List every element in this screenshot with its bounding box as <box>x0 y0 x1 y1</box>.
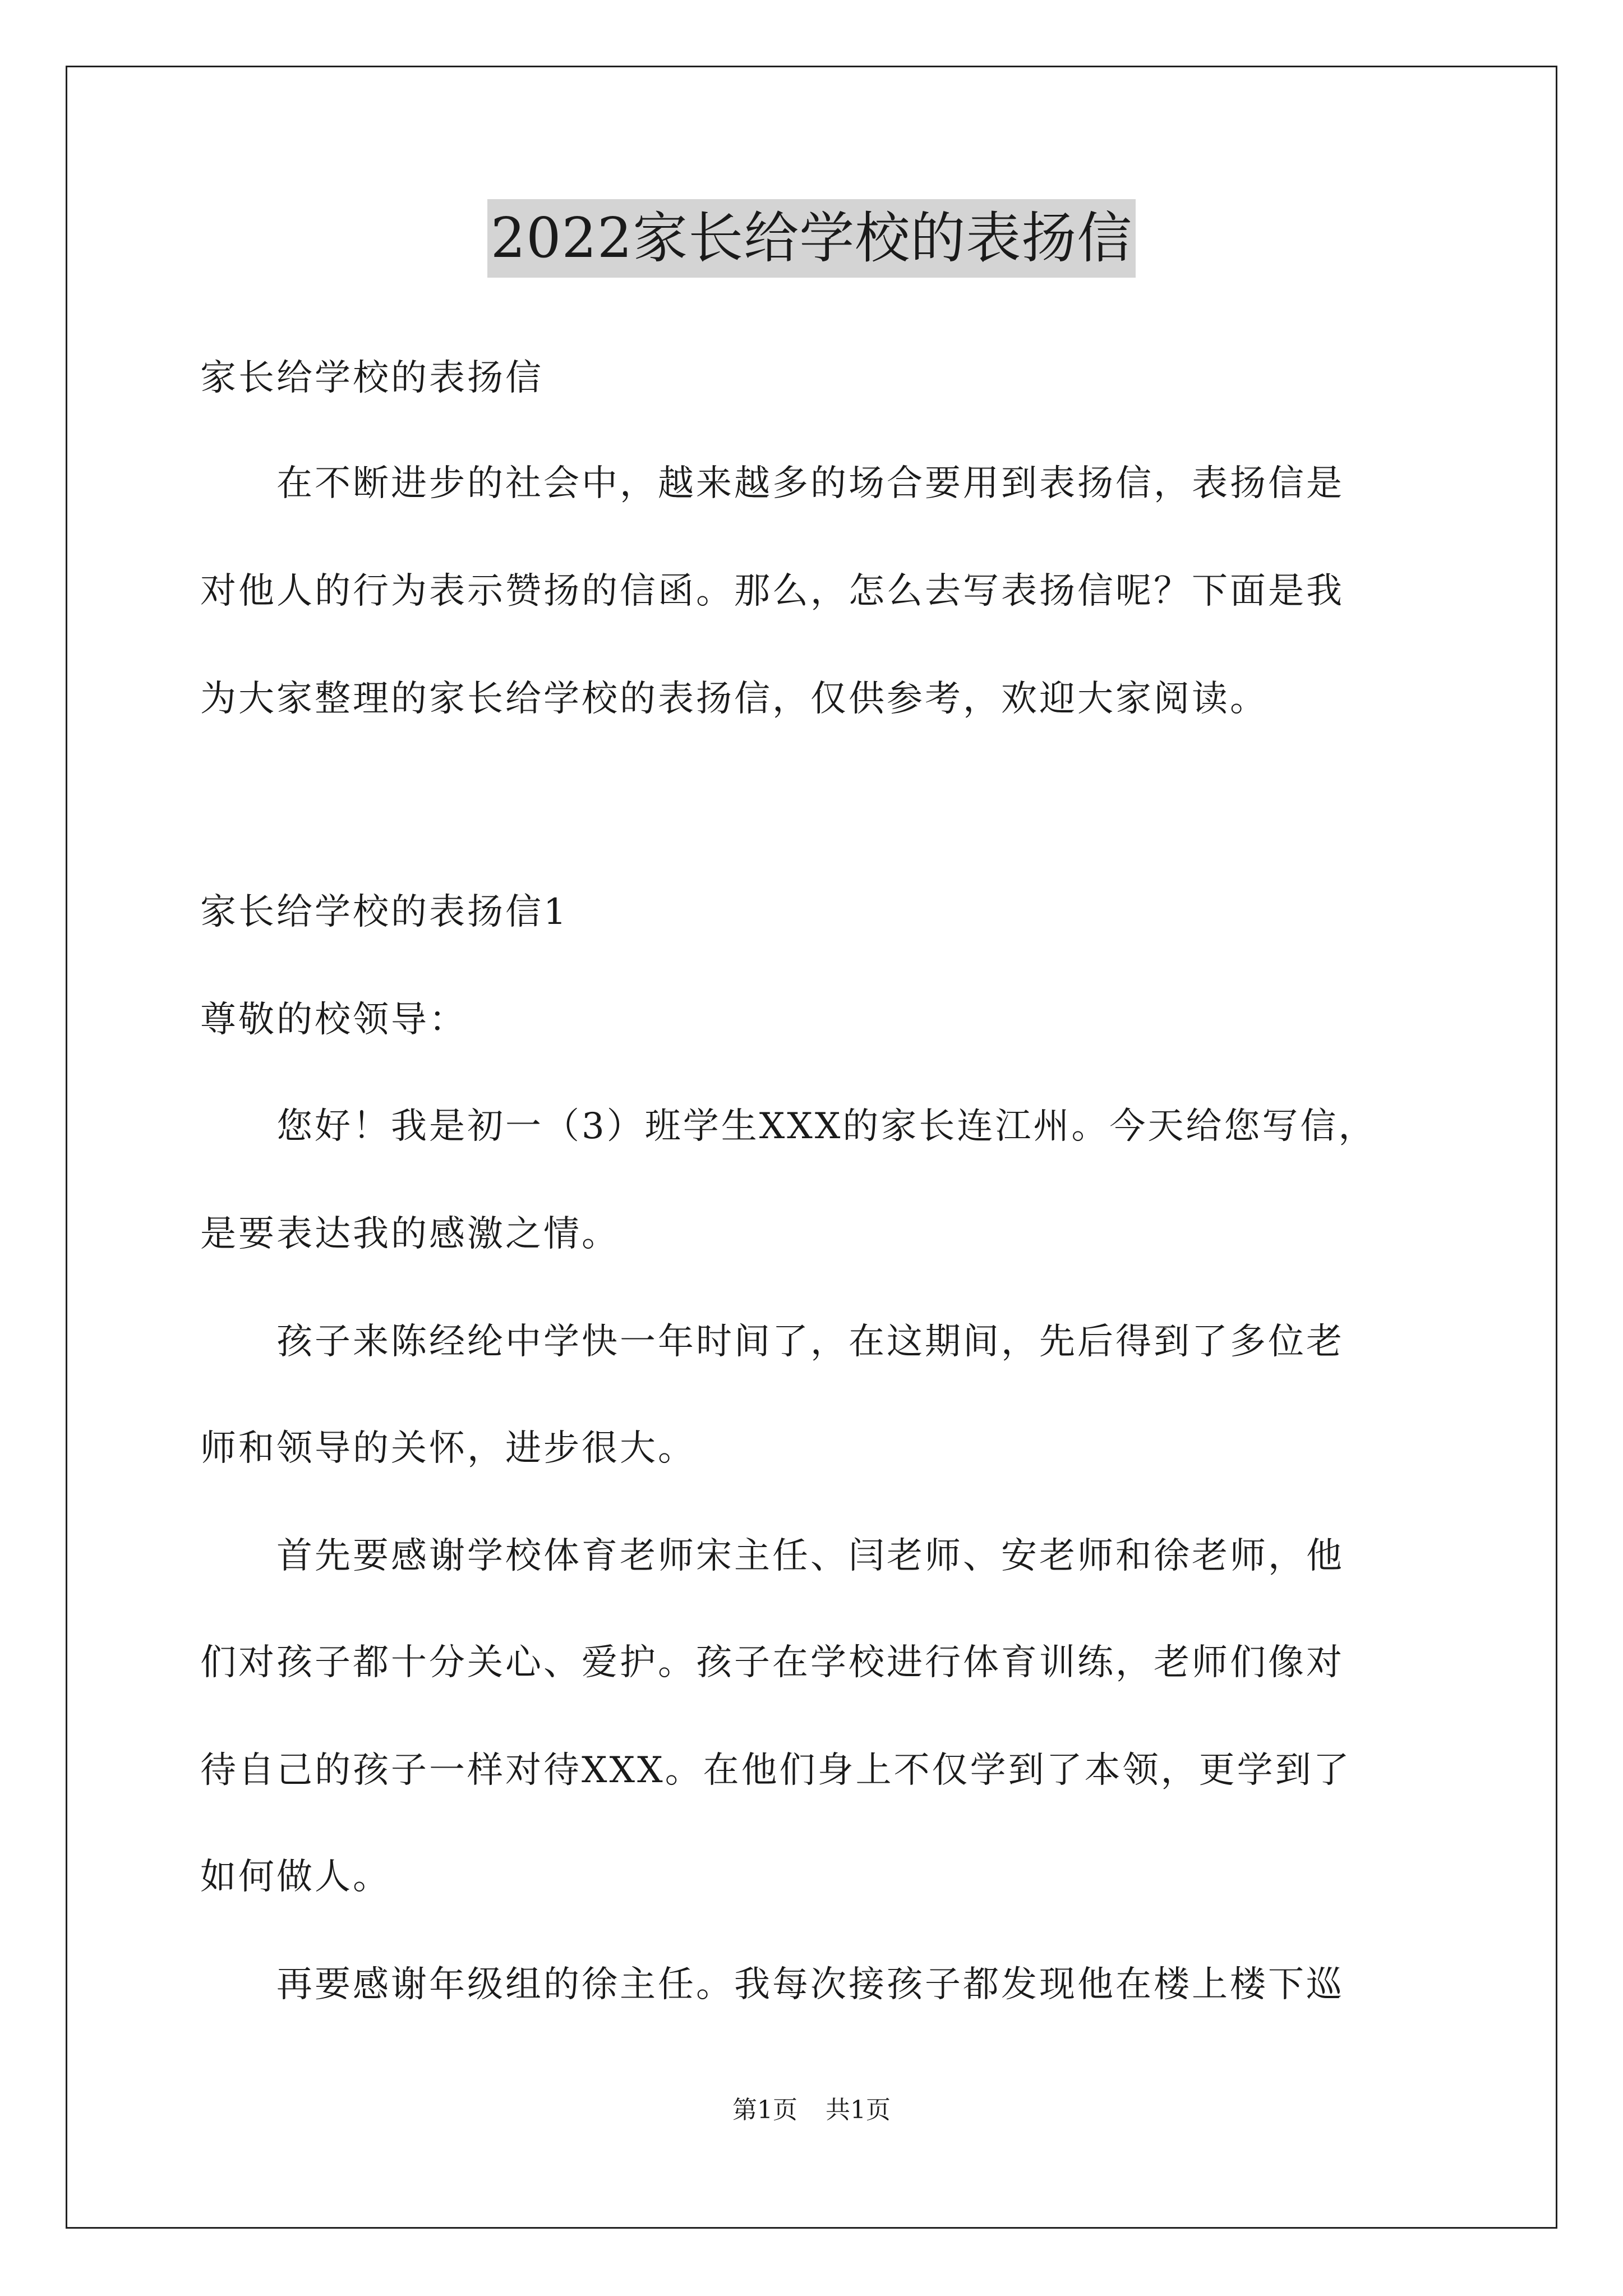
page-total: 共1页 <box>826 2096 891 2124</box>
paragraph-line: 为大家整理的家长给学校的表扬信，仅供参考，欢迎大家阅读。 <box>200 678 1268 720</box>
paragraph-line: 师和领导的关怀，进步很大。 <box>200 1428 696 1469</box>
paragraph-line: 孩子来陈经纶中学快一年时间了，在这期间，先后得到了多位老 <box>200 1321 1344 1363</box>
paragraph-line: 是要表达我的感激之情。 <box>200 1213 620 1255</box>
page-number: 第1页 <box>732 2096 797 2124</box>
paragraph-line: 首先要感谢学校体育老师宋主任、闫老师、安老师和徐老师，他 <box>200 1535 1344 1577</box>
title-container <box>0 199 1623 278</box>
paragraph-line: 您好！我是初一（3）班学生XXX的家长连江州。今天给您写信， <box>200 1106 1377 1147</box>
paragraph-line: 待自己的孩子一样对待XXX。在他们身上不仅学到了本领，更学到了 <box>200 1750 1352 1791</box>
section-heading: 家长给学校的表扬信1 <box>200 891 569 933</box>
paragraph-line: 如何做人。 <box>200 1856 391 1898</box>
paragraph-line: 对他人的行为表示赞扬的信函。那么，怎么去写表扬信呢？下面是我 <box>200 570 1344 612</box>
document-title: 2022家长给学校的表扬信 <box>487 199 1136 278</box>
subtitle-line: 家长给学校的表扬信 <box>200 357 543 399</box>
paragraph-line: 在不断进步的社会中，越来越多的场合要用到表扬信，表扬信是 <box>200 463 1344 504</box>
page-footer <box>0 2093 1623 2127</box>
salutation-line: 尊敬的校领导： <box>200 999 467 1041</box>
paragraph-line: 们对孩子都十分关心、爱护。孩子在学校进行体育训练，老师们像对 <box>200 1642 1344 1683</box>
paragraph-line: 再要感谢年级组的徐主任。我每次接孩子都发现他在楼上楼下巡 <box>200 1964 1344 2005</box>
